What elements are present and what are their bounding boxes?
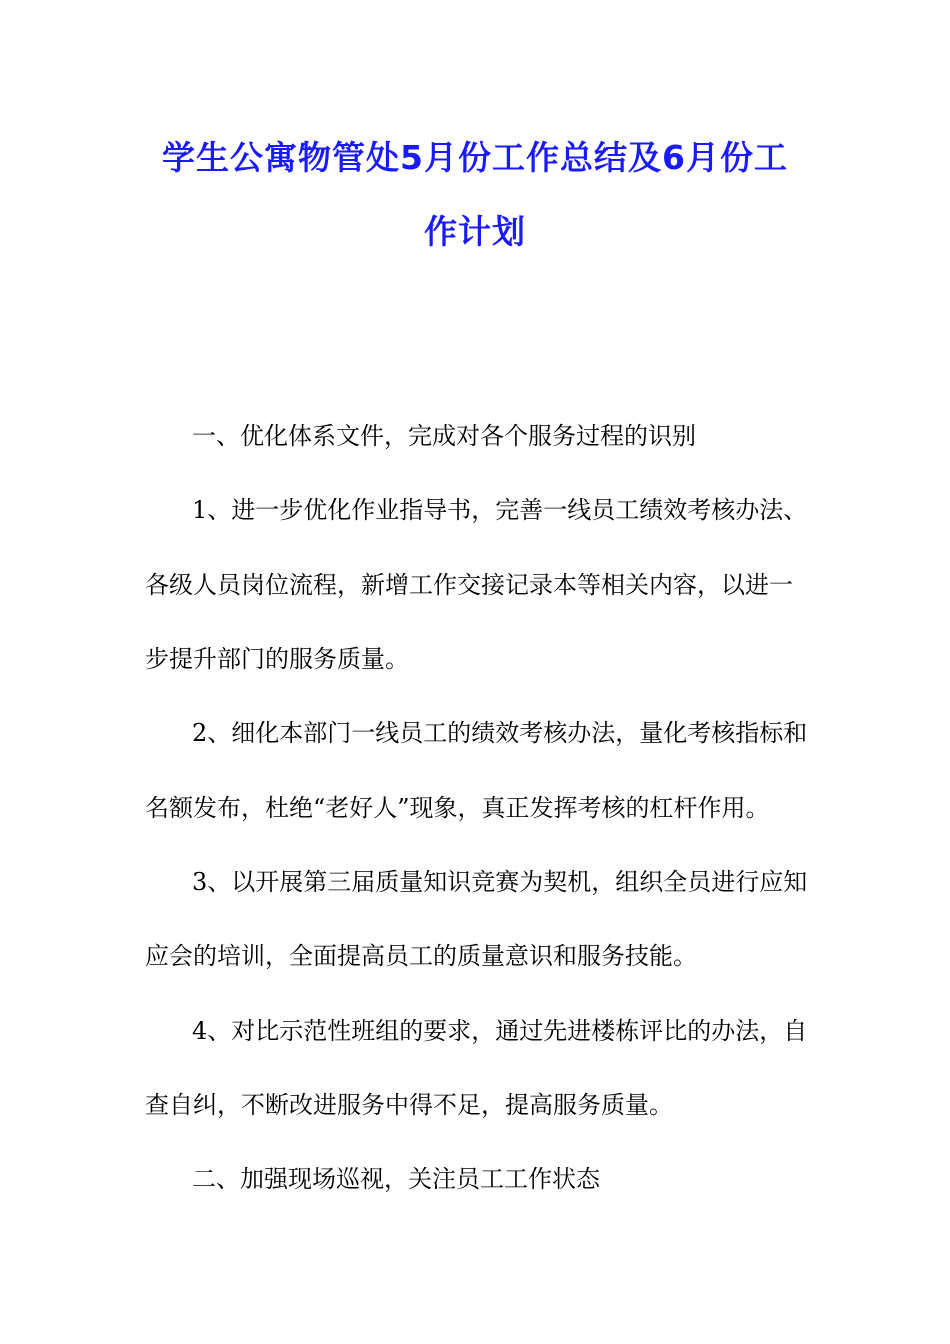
paragraph-2-line-2: 名额发布，杜绝“老好人”现象，真正发挥考核的杠杆作用。 (145, 794, 770, 822)
paragraph-3-line-1: 3、以开展第三届质量知识竞赛为契机，组织全员进行应知 (192, 868, 808, 896)
document-title-line-1: 学生公寓物管处5月份工作总结及6月份工 (162, 138, 788, 177)
paragraph-4-line-2: 查自纠，不断改进服务中得不足，提高服务质量。 (145, 1091, 673, 1119)
paragraph-3-line-2: 应会的培训，全面提高员工的质量意识和服务技能。 (145, 942, 697, 970)
paragraph-4-line-1: 4、对比示范性班组的要求，通过先进楼栋评比的办法，自 (192, 1017, 808, 1045)
paragraph-1-line-1: 1、进一步优化作业指导书，完善一线员工绩效考核办法、 (192, 496, 808, 524)
paragraph-1-line-3: 步提升部门的服务质量。 (145, 645, 409, 673)
paragraph-1-line-2: 各级人员岗位流程，新增工作交接记录本等相关内容，以进一 (145, 571, 793, 599)
section-heading-1: 一、优化体系文件，完成对各个服务过程的识别 (192, 422, 696, 450)
section-heading-2: 二、加强现场巡视，关注员工工作状态 (192, 1165, 600, 1193)
document-title-line-2: 作计划 (424, 212, 526, 251)
paragraph-2-line-1: 2、细化本部门一线员工的绩效考核办法，量化考核指标和 (192, 719, 808, 747)
